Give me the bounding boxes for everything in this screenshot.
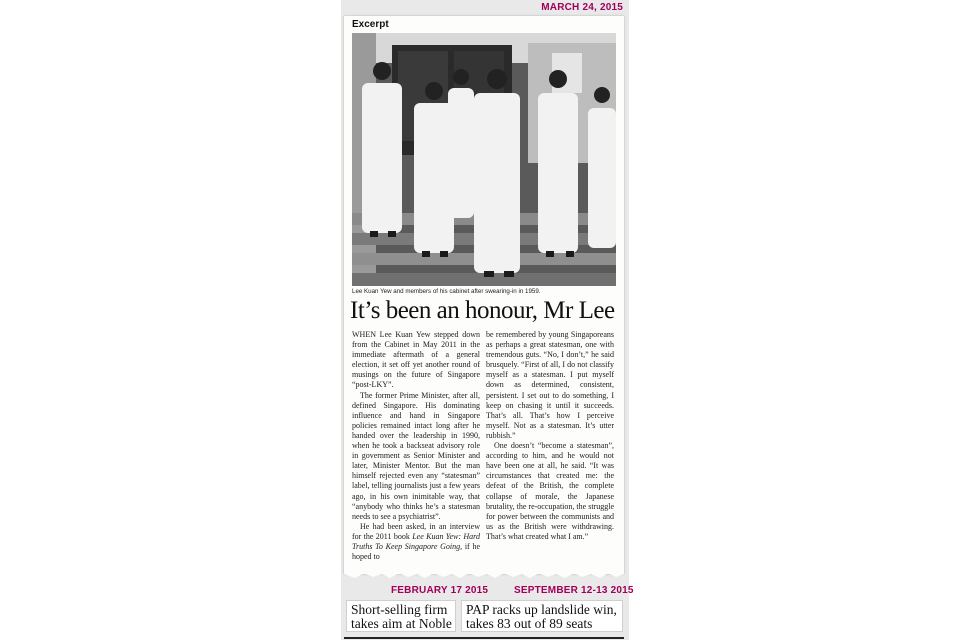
photo-caption: Lee Kuan Yew and members of his cabinet after swearing-in in 1959. <box>352 288 541 295</box>
cabinet-photo <box>352 33 616 286</box>
paragraph <box>352 522 480 562</box>
top-date: MARCH 24, 2015 <box>541 2 623 13</box>
headline-line: PAP racks up landslide win, <box>466 602 617 617</box>
bottom-rule <box>344 637 624 639</box>
headline-clipping-left <box>346 600 456 632</box>
headline: It’s been an honour, Mr Lee <box>350 297 615 324</box>
photo-illustration <box>352 33 616 286</box>
paragraph-text: He had been asked, in an interview for the 2011 book <box>352 521 480 541</box>
paragraph: The former Prime Minister, after all, defined Singapore. His dominating influence and hand in Singapore policies remained intact long after he handed over the leadership in 1990, when he took a backseat advisory role in government as Senior Minister and later, Minister Mentor. But the man himself rejected even any “statesman” label, telling journalists just a few years ago, in his own inimitable way, that “anybody who thinks he’s a statesman needs to see a psychiatrist”. <box>352 390 480 521</box>
right-date: SEPTEMBER 12-13 2015 <box>514 585 634 596</box>
paragraph: be remembered by young Singaporeans as perhaps a great statesman, one with tremendous guts. “No, I don’t,” he said brusquely. “First of all, I do not classify myself as a statesman. I put myself down as determined, consistent, persistent. I set out to do something, I keep on chasing it until it succeeds. That’s all. That’s how I perceive myself. Not as a statesman. It’s utter rubbish.” <box>486 330 614 440</box>
article-column-1 <box>352 330 480 562</box>
paragraph: One doesn’t “become a statesman”, according to him, and he would not have been one at all, he said. “It was circumstances that created me: the defeat of the British, the complete collapse of morale, the Japanese brutality, the re-occupation, the struggle for power between the communists and us as the British were withdrawing. That’s what created what I am.” <box>486 441 614 541</box>
paragraph: WHEN Lee Kuan Yew stepped down from the Cabinet in May 2011 in the immediate aftermath of a general election, it set off yet another round of musings on the future of Singapore “post-LKY”. <box>352 330 480 390</box>
headline-clipping-right <box>461 600 623 632</box>
paragraph-text: , if he hoped to <box>352 541 480 562</box>
headline-line: takes 83 out of 89 seats <box>466 616 593 631</box>
kicker: Excerpt <box>352 19 389 30</box>
article-column-2 <box>486 330 614 542</box>
torn-edge <box>344 568 624 580</box>
left-date: FEBRUARY 17 2015 <box>391 585 489 596</box>
article-clipping <box>344 16 624 574</box>
headline-line: takes aim at Noble <box>351 616 452 631</box>
book-title: Lee Kuan Yew: Hard Truths To Keep Singapore Going <box>352 531 480 551</box>
headline-line: Short-selling firm <box>351 602 448 617</box>
